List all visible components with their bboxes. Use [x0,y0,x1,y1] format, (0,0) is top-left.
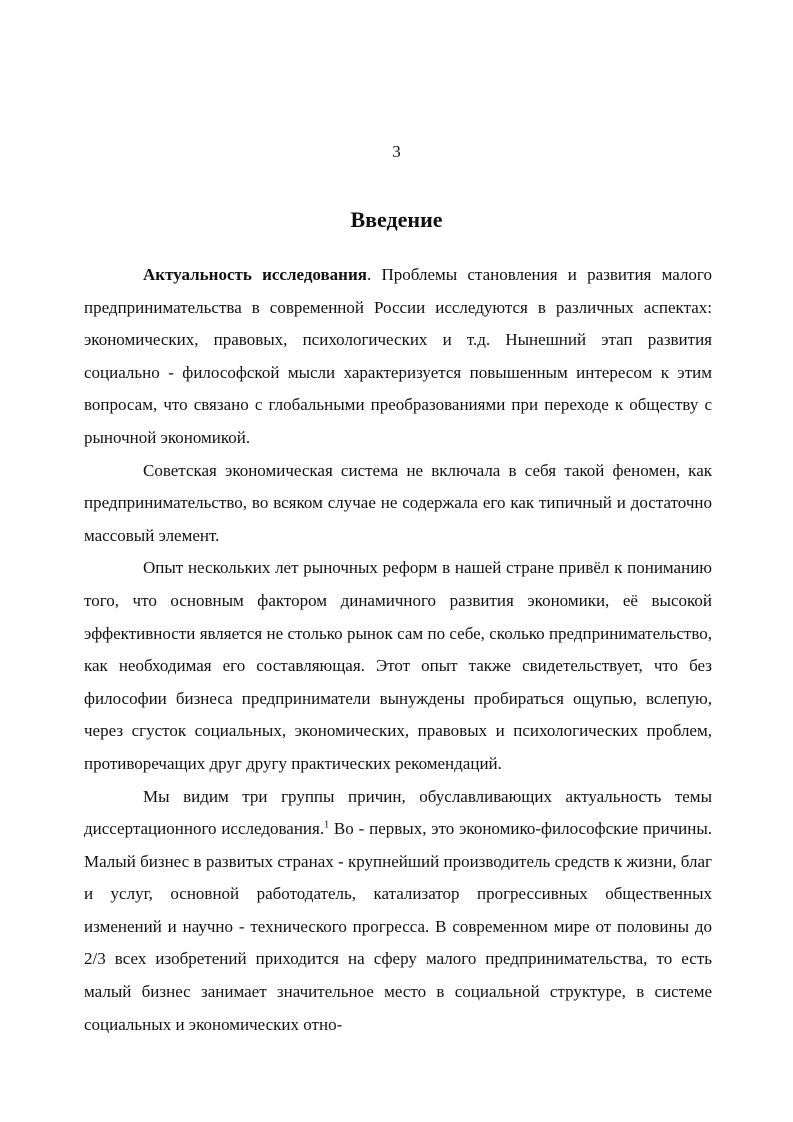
paragraph-lead-term: Актуальность исследования [143,265,367,284]
footnote-mark: 1 [324,819,330,831]
paragraph-text-continued: Во - первых, это экономико-философские причины. Малый бизнес в развитых странах - крупнейший производитель средств к жизни, благ и услуг, основной работодатель, катализатор прогрессивных общественных изменений и научно - технического прогресса. В современном мире от половины до 2/3 всех изобретений приходится на сферу малого предпринимательства, то есть малый бизнес занимает значительное место в социальной структуре, в системе социальных и экономических отно- [84,819,712,1034]
paragraph-three-groups [84,781,712,1042]
paragraph-soviet-system: Советская экономическая система не включала в себя такой феномен, как предпринимательство, во всяком случае не содержала его как типичный и достаточно массовый элемент. [84,460,712,545]
paragraph-text: Мы видим три группы причин, обуславливающих актуальность темы диссертационного исследования. [84,786,712,839]
paragraph-relevance [84,259,712,455]
page-number: 3 [392,142,401,161]
paragraph-text: . Проблемы становления и развития малого предпринимательства в современной России исследуются в различных аспектах: экономических, правовых, психологических и т.д. Нынешний этап развития социально - философской мысли характеризуется повышенным интересом к этим вопросам, что связано с глобальными преобразованиями при переходе к обществу с рыночной экономикой. [84,265,712,447]
paragraph-market-reforms: Опыт нескольких лет рыночных реформ в нашей стране привёл к пониманию того, что основным фактором динамичного развития экономики, её высокой эффективности является не столько рынок сам по себе, сколько предпринимательство, как необходимая его составляющая. Этот опыт также свидетельствует, что без философии бизнеса предприниматели вынуждены пробираться ощупью, вслепую, через сгусток социальных, экономических, правовых и психологических проблем, противоречащих друг другу практических рекомендаций. [84,558,712,773]
body-text [84,259,712,1041]
page-title: Введение [350,207,443,232]
